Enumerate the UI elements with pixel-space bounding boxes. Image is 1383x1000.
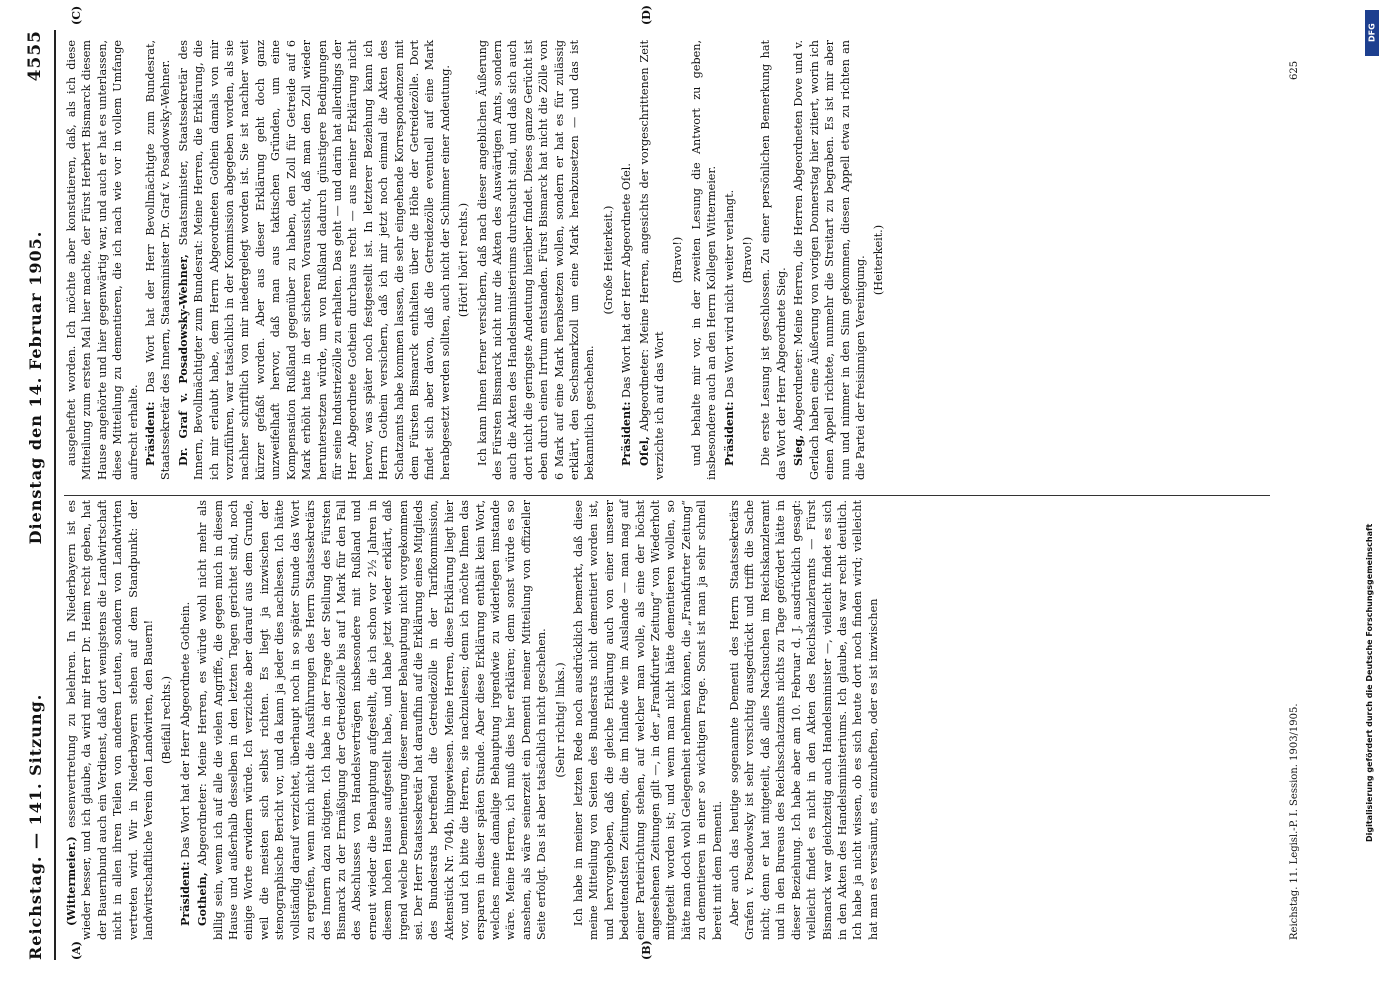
stage-direction: (Heiterkeit.) bbox=[872, 224, 886, 296]
speech-paragraph bbox=[722, 40, 737, 480]
left-column bbox=[64, 500, 1270, 940]
column-divider bbox=[64, 495, 1270, 496]
speech-text: essenvertretung zu belehren. In Niederbayern ist es wieder besser, und ich glaube, da wird mir Herr Dr. Heim recht geben, hat der Bauernbund auch ein Verdienst, daß dort wenigstens die Landwirtschaft nicht in allen ihren Teilen von anderen Leuten, sondern von Landwirten vertreten wird. Wir in Niederbayern stehen auf dem Standpunkt: der landwirtschaftliche Verein den Landwirten, den Bauern! bbox=[65, 500, 156, 940]
speech-paragraph bbox=[637, 40, 668, 480]
speech-text: Das Wort wird nicht weiter verlangt. bbox=[722, 189, 736, 398]
speech-text: Abgeordneter: Meine Herren, die Herren Abgeordneten Dove und v. Gerlach haben eine Äußerung von vorigen Donnerstag hier zitiert, worin ich einen Appell richtete, nunmehr die Streitart zu begraben. Es ist mir aber nun und nimmer in den Sinn gekommen, diesen Appell etwa zu richten an die Partei der freisinnigen Vereinigung. bbox=[792, 40, 867, 480]
stage-direction: (Bravo!) bbox=[671, 236, 685, 284]
speech-paragraph bbox=[195, 500, 549, 940]
speech-text: Ich kann Ihnen ferner versichern, daß nach dieser angeblichen Äußerung des Fürsten Bismarck nicht nur die Akten des Auswärtigen Amts, sondern auch die Akten des Handelsministeriums durchsucht sind, und daß sich auch dort nicht die geringste Andeutung hierüber findet. Dieses ganze Gerücht ist eben durch einen Irrtum entstanden. Fürst Bismarck hat nicht die Zölle von 6 Mark auf eine Mark herabsetzen wollen, sondern er hat es für zulässig erklärt, den Sechsmarkzoll um eine Mark herabzusetzen — und das ist bekanntlich geschehen. bbox=[475, 40, 597, 480]
speech-text: Abgeordneter: Meine Herren, es würde wohl nicht mehr als billig sein, wenn ich auf alle die vielen Angriffe, die gegen mich in diesem Hause und außerhalb desselben in den letzten Tagen gerichtet sind, noch einige Worte erwidern würde. Ich verzichte aber darauf aus dem Grunde, weil die meisten sich selbst richten. Es liegt ja inzwischen der stenographische Bericht vor, und da kann ja jeder dies nachlesen. Ich hätte vollständig darauf verzichtet, überhaupt noch in so später Stunde das Wort zu ergreifen, wenn mich nicht die Ausführungen des Herrn Staatssekretärs des Innern dazu nötigten. Ich habe in der Frage der Stellung des Fürsten Bismarck zu der Ermäßigung der Getreidezölle bis auf 1 Mark für den Fall des Abschlusses von Handelsverträgen insbesondere mit Rußland und erneut wieder die Behauptung aufgestellt, die ich schon vor 2½ Jahren in diesem hohen Hause aufgestellt habe, und habe jetzt wieder erklärt, daß irgend welche Dementierung dieser meiner Behauptung nicht vorgekommen sei. Der Herr Staatssekretär hat daraufhin auf die Erklärung eines Mitglieds des Bundesrats betreffend die Getreidezölle in der Tarifkommission, Aktenstück Nr. 704b, hingewiesen. Meine Herren, diese Erklärung liegt hier vor, und ich bitte die Herren, sie nachzulesen; denn ich möchte Ihnen das ersparen in dieser späten Stunde. Aber diese Erklärung enthält kein Wort, welches meine damalige Behauptung irgendwie zu widerlegen imstande wäre. Meine Herren, ich muß dies hier erklären; denn sonst würde es so ansehen, als wäre seinerzeit ein Dementi meiner Mitteilung von offizieller Seite erfolgt. Das ist aber tatsächlich nicht geschehen. bbox=[196, 500, 549, 940]
speech-text: Das Wort hat der Herr Abgeordnete Oſel. bbox=[620, 163, 634, 398]
speech-text: Abgeordneter: Meine Herren, angesichts der vorgeschrittenen Zeit verzichte ich auf das Wort bbox=[637, 40, 667, 480]
speaker-name: Dr. Graf v. Posadowsky-Wehner, bbox=[175, 254, 190, 466]
speech-text: Das Wort hat der Herr Abgeordnete Gothein. bbox=[178, 601, 192, 858]
speech-paragraph bbox=[176, 40, 453, 480]
speaker-name: Präsident: bbox=[619, 401, 634, 466]
speaker-name: (Wittermeier.) bbox=[64, 836, 78, 926]
speech-paragraph bbox=[758, 40, 789, 480]
speech-paragraph bbox=[619, 40, 634, 480]
marker-c: (C) bbox=[70, 5, 83, 25]
speech-paragraph bbox=[571, 500, 725, 940]
speech-paragraph bbox=[64, 40, 141, 480]
speech-text: ausgeheftet worden. Ich möchte aber konstatieren, daß, als ich diese Mitteilung zum ersten Mal hier machte, der Fürst Herbert Bismarck diesem Hause angehörte und hier gegenwärtig war, und auch er hat es unterlassen, diese Mitteilung zu dementieren, die ich nach wie vor in vollem Umfange aufrecht erhalte. bbox=[65, 40, 140, 480]
speech-paragraph bbox=[475, 40, 598, 480]
speaker-name: Gothein, bbox=[195, 872, 210, 926]
page-header bbox=[18, 30, 52, 960]
speaker-name: Präsident: bbox=[143, 401, 158, 466]
speech-text: Staatsminister, Staatssekretär des Innern, Bevollmächtigter zum Bundesrat: Meine Herren, die Erklärung, die ich mir erlaubt habe, dem Herrn Abgeordneten Gothein damals von mir vorzuführen, war tatsächlich in der Kommission abgegeben worden, als sie nachher schriftlich von mir niedergelegt worden ist. Sie ist nachher weit kürzer gefaßt worden. Aber aus dieser Erklärung geht doch ganz unzweifelhaft hervor, daß man aus taktischen Gründen, um eine Kompensation Rußland gegenüber zu haben, den Zoll für Getreide auf 6 Mark erhöht hatte in der sicheren Voraussicht, daß man den Zoll wieder heruntersetzen würde, um von Rußland dadurch günstigere Bedingungen für seine Industriezölle zu erhalten. Das geht — und darin hat allerdings der Herr Abgeordnete Gothein durchaus recht — aus meiner Erklärung nicht hervor, was später noch festgestellt ist. In letzterer Beziehung kann ich Herrn Gothein versichern, daß ich mir jetzt noch einmal die Akten des Schatzamts habe kommen lassen, die sehr eingehende Korrespondenzen mit dem Fürsten Bismarck enthalten über die Höhe der Getreidezölle. Dort findet sich aber davon, daß die Getreidezölle eventuell auf eine Mark herabgesetzt werden sollten, auch nicht der Schimmer einer Andeutung. bbox=[176, 39, 452, 480]
speech-paragraph bbox=[689, 40, 720, 480]
footer-signature-number: 625 bbox=[1289, 60, 1300, 80]
marker-b: (B) bbox=[640, 940, 653, 960]
speaker-name: Oſel, bbox=[636, 436, 651, 466]
stage-direction: (Sehr richtig! links.) bbox=[553, 662, 567, 778]
speech-paragraph bbox=[64, 500, 156, 940]
page-number: 4555 bbox=[25, 30, 45, 82]
speech-text: und behalte mir vor, in der zweiten Lesung die Antwort zu geben, insbesondere auch an den Herrn Kollegen Wittermeier. bbox=[689, 40, 719, 480]
speech-paragraph bbox=[178, 500, 193, 940]
header-date: Dienstag den 14. Februar 1905. bbox=[25, 230, 45, 545]
digitization-sidebar bbox=[1365, 10, 1379, 990]
digitization-credit: Digitalisierung gefördert durch die Deutsche Forschungsgemeinschaft bbox=[1365, 523, 1374, 842]
marker-a: (A) bbox=[70, 941, 83, 960]
speaker-name: Präsident: bbox=[177, 861, 192, 926]
stage-direction: (Beifall rechts.) bbox=[160, 676, 174, 764]
marker-d: (D) bbox=[640, 5, 653, 25]
speech-text: Die erste Lesung ist geschlossen. Zu einer persönlichen Bemerkung hat das Wort der Herr Abgeordnete Sieg. bbox=[759, 40, 788, 480]
speaker-name: Präsident: bbox=[721, 401, 736, 466]
dfg-logo: DFG bbox=[1365, 10, 1379, 56]
speech-text: Das Wort hat der Herr Bevollmächtigte zum Bundesrat, Staatssekretär des Innern, Staatsminister Dr. Graf v. Posadowsky-Wehner. bbox=[144, 40, 173, 480]
stage-direction: (Große Heiterkeit.) bbox=[601, 205, 615, 315]
footer-session-info: Reichstag. 11. Legisl.-P. I. Session. 1903/1905. bbox=[1289, 703, 1300, 940]
stage-direction: (Bravo!) bbox=[741, 236, 755, 284]
right-column bbox=[64, 40, 1270, 480]
speaker-name: Sieg, bbox=[791, 434, 806, 466]
speech-paragraph bbox=[143, 40, 174, 480]
speech-text: Aber auch das heutige sogenannte Dementi des Herrn Staatssekretärs Grafen v. Posadowsky ist sehr vorsichtig ausgedrückt und trifft die Sache nicht; denn er hat mitgeteilt, daß alles Nachsuchen im Reichskanzleramt und in den Bureaus des Reichsschatzamts nichts zu Tage gefördert hätte in dieser Beziehung. Ich habe aber am 10. Februar d. J. ausdrücklich gesagt: vielleicht findet es nicht in den Akten des Reichskanzleramts — Fürst Bismarck war gleichzeitig auch Handelsminister —, vielleicht findet es sich in den Akten des Handelsministeriums. Ich glaube, das war recht deutlich. Ich habe ja nicht wissen, ob es sich heute dort noch finden wird; vielleicht hat man es versäumt, es einzuheften, oder es ist inzwischen bbox=[728, 500, 880, 940]
speech-paragraph bbox=[727, 500, 881, 940]
header-rule bbox=[54, 30, 56, 960]
stage-direction: (Hört! hört! rechts.) bbox=[457, 202, 471, 318]
speech-paragraph bbox=[791, 40, 868, 480]
header-left: Reichstag. — 141. Sitzung. bbox=[25, 693, 45, 960]
speech-text: Ich habe in meiner letzten Rede noch ausdrücklich bemerkt, daß diese meine Mitteilung von Seiten des Bundesrats nicht dementiert worden ist, und hervorgehoben, daß die gleiche Erklärung auch von einer unserer bedeutendsten Zeitungen, die im Inlande wie im Auslande — man mag auf einer Parteirichtung stehen, auf welcher man wolle, als eine der höchst angesehenen Zeitungen gilt —, in der „Frankfurter Zeitung“ von Wiederholt mitgeteilt worden ist; und wenn man nicht hätte dementieren wollen, so hätte man doch wohl Gelegenheit nehmen können, die „Frankfurter Zeitung“ zu dementieren in einer so wichtigen Frage. Sonst ist man ja sehr schnell bereit mit dem Dementi. bbox=[572, 500, 724, 940]
